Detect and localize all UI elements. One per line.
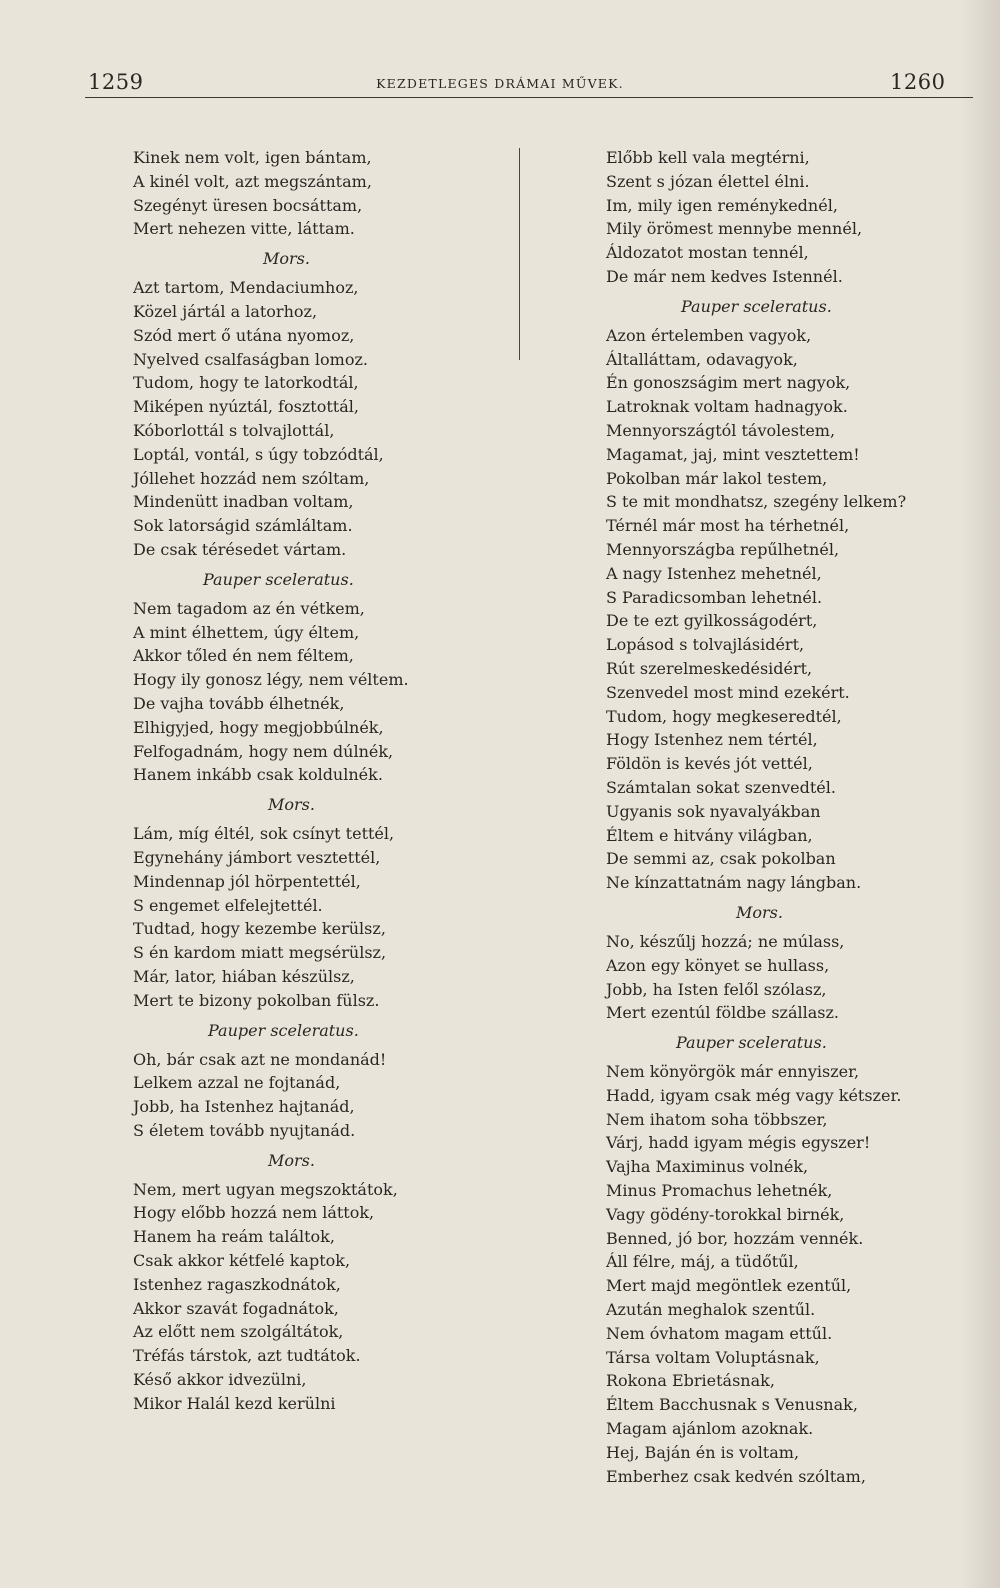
verse-line: Szegényt üresen bocsáttam, [133,195,363,215]
verse-line: Im, mily igen reménykednél, [606,195,838,215]
speaker-heading: Mors. [268,1150,315,1170]
verse-line: Éltem e hitvány világban, [606,825,813,845]
verse-line: Magam ajánlom azoknak. [606,1419,814,1439]
header-rule [85,97,973,98]
verse-line: Közel jártál a latorhoz, [133,301,318,321]
verse-line: Mennyországtól távolestem, [606,420,836,440]
speaker-heading: Pauper sceleratus. [676,1033,827,1053]
verse-line: Társa voltam Voluptásnak, [606,1347,820,1367]
verse-line: Mikor Halál kezd kerülni [133,1393,336,1413]
verse-line: Azon egy könyet se hullass, [606,955,830,975]
verse-line: Nem tagadom az én vétkem, [133,598,365,618]
verse-line: Általláttam, odavagyok, [606,349,798,369]
verse-line: S én kardom miatt megsérülsz, [133,943,387,963]
verse-line: Hanem ha reám találtok, [133,1227,335,1247]
verse-line: Mert ezentúl földbe szállasz. [606,1003,840,1023]
verse-line: Mily örömest mennybe mennél, [606,219,863,239]
verse-line: Pokolban már lakol testem, [606,468,828,488]
verse-line: S te mit mondhatsz, szegény lelkem? [606,492,907,512]
verse-line: De semmi az, csak pokolban [606,849,836,869]
verse-line: Már, lator, hiában készülsz, [133,966,355,986]
verse-line: De te ezt gyilkosságodért, [606,611,818,631]
verse-line: Magamat, jaj, mint vesztettem! [606,444,860,464]
verse-line: Mennyországba repűlhetnél, [606,539,840,559]
verse-line: Tudtad, hogy kezembe kerülsz, [133,919,386,939]
verse-line: Oh, bár csak azt ne mondanád! [133,1049,387,1069]
verse-line: S engemet elfelejtettél. [133,895,323,915]
speaker-heading: Mors. [263,249,310,269]
verse-line: Kóborlottál s tolvajlottál, [133,420,335,440]
verse-line: Hej, Baján én is voltam, [606,1442,800,1462]
verse-line: Várj, hadd igyam mégis egyszer! [606,1133,871,1153]
verse-line: Azt tartom, Mendaciumhoz, [133,278,359,298]
verse-line: Késő akkor idvezülni, [133,1370,307,1390]
verse-line: S Paradicsomban lehetnél. [606,587,823,607]
verse-line: Jobb, ha Isten felől szólasz, [606,979,827,999]
verse-line: Áll félre, máj, a tüdőtűl, [606,1252,799,1272]
verse-line: Földön is kevés jót vettél, [606,754,813,774]
verse-line: Rút szerelmeskedésidért, [606,658,813,678]
verse-line: Lelkem azzal ne fojtanád, [133,1073,341,1093]
verse-block [606,146,956,289]
left-column [133,146,493,1416]
verse-block [133,597,493,787]
verse-line: Csak akkor kétfelé kaptok, [133,1251,351,1271]
verse-line: Szód mert ő utána nyomoz, [133,325,355,345]
verse-line: Azután meghalok szentűl. [606,1300,816,1320]
verse-line: Loptál, vontál, s úgy tobzódtál, [133,444,384,464]
verse-line: Benned, jó bor, hozzám vennék. [606,1228,864,1248]
verse-line: Számtalan sokat szenvedtél. [606,777,836,797]
verse-line: Egynehány jámbort vesztettél, [133,847,381,867]
verse-line: De vajha tovább élhetnék, [133,693,345,713]
verse-line: Akkor tőled én nem féltem, [133,646,354,666]
verse-line: A mint élhettem, úgy éltem, [133,622,360,642]
verse-line: Az előtt nem szolgáltátok, [133,1322,344,1342]
speaker-heading: Mors. [268,795,315,815]
verse-line: Miképen nyúztál, fosztottál, [133,397,359,417]
verse-line: Éltem Bacchusnak s Venusnak, [606,1395,858,1415]
verse-line: Vajha Maximinus volnék, [606,1157,809,1177]
verse-line: Szenvedel most mind ezekért. [606,682,850,702]
verse-line: Felfogadnám, hogy nem dúlnék, [133,741,394,761]
verse-line: Jóllehet hozzád nem szóltam, [133,468,370,488]
verse-line: Mert te bizony pokolban fülsz. [133,990,380,1010]
verse-line: Elhigyjed, hogy megjobbúlnék, [133,717,384,737]
speaker-heading: Pauper sceleratus. [208,1020,359,1040]
page-edge-shading [960,0,1000,1588]
verse-line: Istenhez ragaszkodnátok, [133,1274,341,1294]
verse-line: Nem óvhatom magam ettűl. [606,1323,833,1343]
verse-line: Mert majd megöntlek ezentűl, [606,1276,852,1296]
left-page-number: 1259 [88,70,144,94]
verse-line: Áldozatot mostan tennél, [606,243,809,263]
speaker-heading: Mors. [736,902,783,922]
verse-line: Mindennap jól hörpentettél, [133,871,361,891]
verse-line: Nyelved csalfaságban lomoz. [133,349,368,369]
verse-line: A kinél volt, azt megszántam, [133,171,372,191]
verse-line: Én gonoszságim mert nagyok, [606,373,851,393]
speaker-heading: Pauper sceleratus. [203,569,354,589]
verse-line: De csak térésedet vártam. [133,539,347,559]
verse-line: Hogy Istenhez nem tértél, [606,730,818,750]
verse-line: Latroknak voltam hadnagyok. [606,397,848,417]
verse-line: Nem ihatom soha többszer, [606,1109,828,1129]
verse-line: Sok latorságid számláltam. [133,516,353,536]
verse-line: Tréfás társtok, azt tudtátok. [133,1346,361,1366]
verse-line: De már nem kedves Istennél. [606,266,843,286]
verse-block [606,930,956,1025]
verse-block [133,146,493,241]
verse-line: Lopásod s tolvajlásidért, [606,635,805,655]
verse-line: Vagy gödény-torokkal birnék, [606,1204,845,1224]
verse-line: Mindenütt inadban voltam, [133,492,354,512]
verse-line: Azon értelemben vagyok, [606,325,812,345]
verse-line: Térnél már most ha térhetnél, [606,516,850,536]
verse-block [606,324,956,895]
verse-line: Emberhez csak kedvén szóltam, [606,1466,866,1486]
verse-block [133,822,493,1012]
verse-line: Hanem inkább csak koldulnék. [133,765,383,785]
verse-line: Mert nehezen vitte, láttam. [133,219,355,239]
verse-line: Kinek nem volt, igen bántam, [133,148,372,167]
verse-block [133,1048,493,1143]
verse-line: Szent s józan élettel élni. [606,171,810,191]
verse-line: Ne kínzattatnám nagy lángban. [606,873,862,893]
verse-block [133,276,493,562]
verse-block [133,1178,493,1416]
verse-line: Előbb kell vala megtérni, [606,148,810,167]
verse-line: Hadd, igyam csak még vagy kétszer. [606,1085,902,1105]
right-page-number: 1260 [890,70,946,94]
verse-line: A nagy Istenhez mehetnél, [606,563,822,583]
verse-line: Rokona Ebrietásnak, [606,1371,775,1391]
column-divider [519,148,520,360]
verse-line: Hogy előbb hozzá nem láttok, [133,1203,375,1223]
running-title: KEZDETLEGES DRÁMAI MŰVEK. [376,76,624,91]
verse-line: Lám, míg éltél, sok csínyt tettél, [133,824,395,844]
speaker-heading: Pauper sceleratus. [681,296,832,316]
verse-line: Nem, mert ugyan megszoktátok, [133,1179,398,1199]
verse-line: Nem könyörgök már ennyiszer, [606,1062,860,1082]
verse-line: Ugyanis sok nyavalyákban [606,801,821,821]
verse-line: Minus Promachus lehetnék, [606,1181,833,1201]
verse-block [606,1060,956,1488]
verse-line: Jobb, ha Istenhez hajtanád, [133,1097,355,1117]
verse-line: Hogy ily gonosz légy, nem véltem. [133,670,409,690]
verse-line: No, készűlj hozzá; ne múlass, [606,931,845,951]
verse-line: Tudom, hogy te latorkodtál, [133,373,359,393]
verse-line: Akkor szavát fogadnátok, [133,1298,339,1318]
verse-line: Tudom, hogy megkeseredtél, [606,706,842,726]
right-column [606,146,956,1488]
verse-line: S életem tovább nyujtanád. [133,1120,356,1140]
